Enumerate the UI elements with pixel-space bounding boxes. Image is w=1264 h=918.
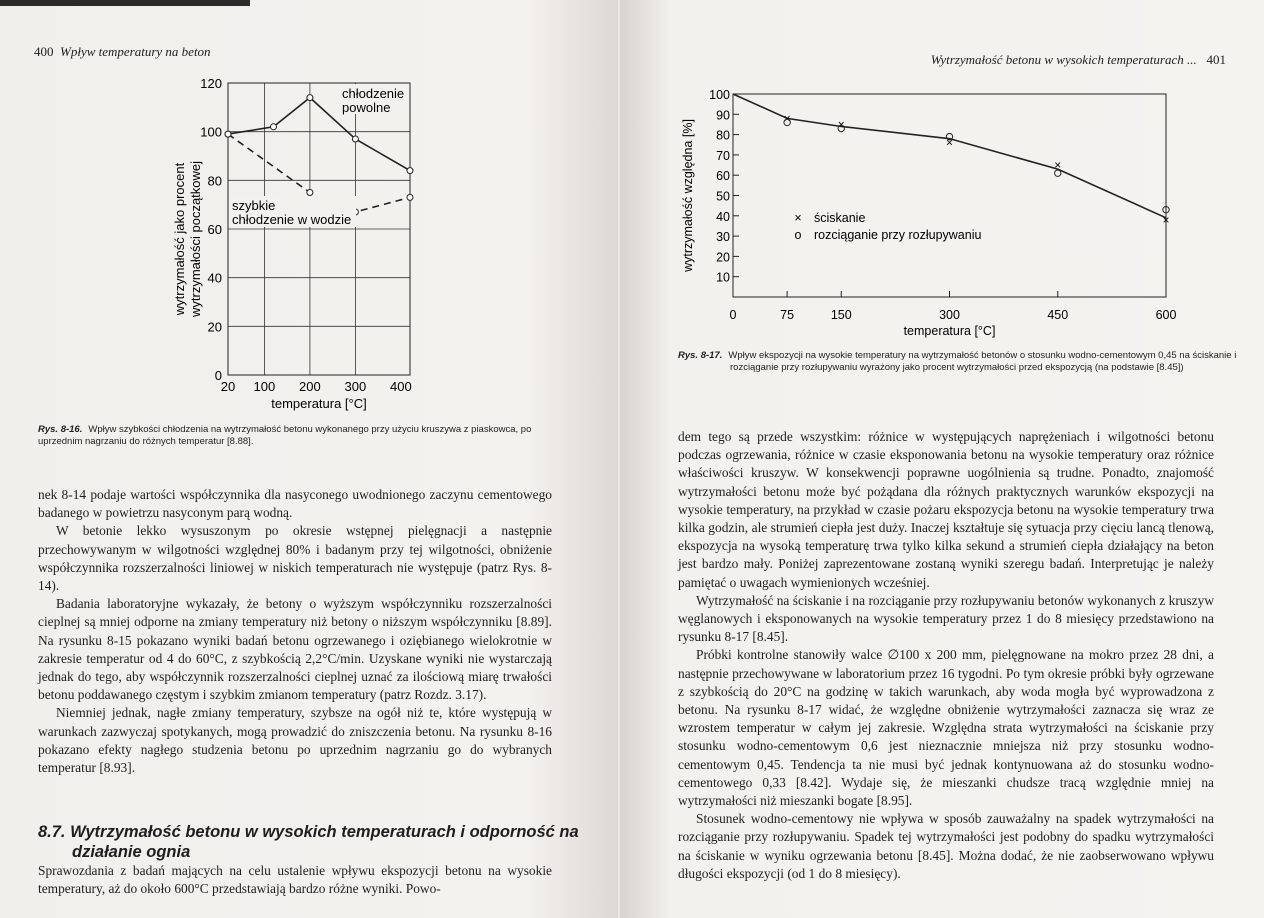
chart2-xtick-label: 0 [729,308,737,322]
figure-8-17-label: Rys. 8-17. [678,350,723,361]
chart1-series-label-slow-1: chłodzenie [342,86,405,101]
chart1-xtick-label: 400 [390,379,412,394]
chart2-ytick-label: 80 [716,128,730,143]
right-page-number: 401 [1206,52,1226,67]
chart2-ytick-label: 60 [716,169,730,184]
chart1-point [407,168,413,174]
chart2-ylabel: wytrzymałość względna [%] [681,119,695,272]
left-last-paragraph: Sprawozdania z badań mających na celu ustalenie wpływu ekspozycji betonu na wysokie temperatury, aż do około 600°C przedstawiają bardzo różne wyniki. Powo- [38,863,552,897]
left-header-title: Wpływ temperatury na beton [60,44,211,59]
chart2-ytick-label: 20 [716,250,730,265]
chart2-xtick-label: 450 [1047,308,1069,322]
chart1-ytick-label: 60 [207,222,222,237]
chart2-xtick-label: 75 [780,308,795,322]
figure-8-17-caption [678,350,1258,374]
chart1-ytick-label: 100 [200,124,222,140]
section-heading: 8.7. Wytrzymałość betonu w wysokich temperaturach i odporność na działanie ognia [38,823,579,861]
right-page [620,0,1264,918]
chart2-point-cross: × [1054,158,1062,173]
right-body-text [678,428,1214,883]
chart1-ytick-label: 40 [207,270,222,286]
chart2-ytick-label: 70 [716,148,730,163]
chart2-xlabel: temperatura [°C] [903,324,996,338]
chart2-frame [733,94,1166,297]
left-paragraph-1: nek 8-14 podaje wartości współczynnika dla nasyconego uwodnionego zaczynu cementowego badanego w powietrzu nasyconym parą wodną. [38,487,552,521]
right-paragraph-4: Stosunek wodno-cementowy nie wpływa w sposób zauważalny na spadek wytrzymałości na rozciąganie przy rozłupywaniu. Spadek tej wytrzymałości jest podobny do spadku wytrzymałości na ściskanie w wyniku ogrzewania betonu [8.45]. Można dodać, że nie zaobserwowano wpływu długości ekspozycji (od 1 do 8 miesięcy). [678,811,1214,881]
chart1-xlabel: temperatura [°C] [271,396,367,411]
chart2-trend-line [733,94,1166,218]
chart1-ytick-label: 120 [200,76,222,91]
left-body-text [38,486,552,777]
figure-8-16-chart [0,0,618,420]
left-paragraph-3: Badania laboratoryjne wykazały, że betony o wyższym współczynniku rozszerzalności cieplnej są mniej odporne na zmiany temperatury niż betony o niższym współczynniku [8.89]. Na rysunku 8-15 pokazano wyniki badań betonu ogrzewanego i oziębianego wielokrotnie w zakresie temperatur od 4 do 60°C, z szybkością 2,2°C/min. Uzyskane wyniki nie wystarczają jednak do tego, aby współczynnik rozszerzalności cieplnej uznać za ilościową miarę trwałości betonu poddawanego częstym i szybkim zmianom temperatury (patrz Rozdz. 3.17). [38,596,552,703]
chart1-ylabel-line1: wytrzymałość jako procent [172,162,187,316]
left-paragraph-4: Niemniej jednak, nagłe zmiany temperatury, szybsze na ogół niż te, które występują w warunkach zazwyczaj spotykanych, mogą prowadzić do zniszczenia betonu. Na rysunku 8-16 pokazano efekty nagłego studzenia betonu po uprzednim nagrzaniu go do wybranych temperatur [8.93]. [38,705,552,776]
chart2-point-cross: × [837,117,845,132]
left-page-number: 400 [34,44,54,59]
chart2-point-cross: × [1162,212,1170,227]
figure-8-16-caption-text: Wpływ szybkości chłodzenia na wytrzymałość betonu wykonanego przy użyciu kruszywa z piaskowca, po uprzednim nagrzaniu do różnych temperatur [8.88]. [38,424,532,447]
chart2-ytick-label: 100 [709,88,730,102]
chart1-series-label-fast-2: chłodzenie w wodzie [232,212,352,227]
chart1-xtick-label: 300 [344,379,367,394]
chart1-point [407,194,413,200]
left-paragraph-2: W betonie lekko wysuszonym po okresie wstępnej pielęgnacji a następnie przechowywanym w wilgotności względnej 80% i badanym przy tej wilgotności, obniżenie współczynnika rozszerzalności liniowej w niskich temperaturach nie występuje (patrz Rys. 8-14). [38,523,552,594]
chart2-ytick-label: 90 [716,108,730,123]
chart1-xtick-label: 20 [220,379,236,394]
left-page [0,0,618,918]
chart1-point [307,95,313,101]
chart2-ytick-label: 40 [716,209,730,224]
figure-8-16-caption [38,424,550,448]
chart1-ylabel-line2: wytrzymałości początkowej [188,160,203,318]
right-paragraph-1: dem tego są przede wszystkim: różnice w występujących naprężeniach i wilgotności betonu podczas ogrzewania, różnice w czasie eksponowania betonu na wysokie temperatury oraz różnice właściwości kruszyw. W konsekwencji poprawne uogólnienia są trudne. Ponadto, znajomość wytrzymałości betonu może być pożądana dla różnych praktycznych warunków ekspozycji na wysokie temperatury, na przykład w czasie pożaru ekspozycja betonu na wysokie temperatury trwa kilka godzin, ale strumień ciepła jest duży. Inaczej kształtuje się sytuacja przy cięciu lancą tlenową, ekspozycja na wysoką temperaturę trwa tylko kilka sekund a strumień ciepła działający na beton jest bardzo mały. Poniżej zaprezentowane zostaną wyniki szeregu badań. Interpretując je należy pamiętać o uwagach wymienionych wcześniej. [678,429,1214,590]
chart2-legend-label-splitting: rozciąganie przy rozłupywaniu [814,228,982,242]
figure-8-17-caption-text: Wpływ ekspozycji na wysokie temperatury na wytrzymałość betonów o stosunku wodno-cementowym 0,45 na ściskanie i rozciąganie przy rozłupywaniu wyrażony jako procent wytrzymałości przed ekspozycją (na podstawie [8.45]) [728,350,1237,373]
chart2-point-cross: × [945,135,954,150]
chart2-ytick-label: 30 [716,230,730,245]
right-paragraph-2: Wytrzymałość na ściskanie i na rozciąganie przy rozłupywaniu betonów wykonanych z kruszyw węglanowych i eksponowanych na wysokie temperatury przez 1 do 8 miesięcy przedstawiono na rysunku 8-17 [8.45]. [678,592,1214,645]
chart2-legend-marker-cross: × [794,211,802,225]
figure-8-17-chart [620,0,1264,345]
chart1-point [352,136,358,142]
figure-8-16-label: Rys. 8-16. [38,424,83,435]
chart1-xtick-label: 200 [299,379,321,394]
chart2-point-cross: × [783,111,791,126]
chart1-series-label-fast-1: szybkie [232,198,276,213]
chart2-xtick-label: 600 [1155,308,1177,322]
chart1-xtick-label: 100 [253,379,276,394]
chart2-xtick-label: 300 [939,308,960,322]
chart2-xtick-label: 150 [830,308,852,322]
chart2-ytick-label: 50 [716,189,730,204]
right-header-title: Wytrzymałość betonu w wysokich temperaturach ... [930,52,1197,67]
right-paragraph-3: Próbki kontrolne stanowiły walce ∅100 x 200 mm, pielęgnowane na mokro przez 28 dni, a następnie przechowywane w laboratorium przez 16 tygodni. Po tym okresie próbki były ogrzewane z szybkością do 20°C na godzinę w takich warunkach, aby woda mogła być wyprowadzona z betonu. Na rysunku 8-17 widać, że względne obniżenie wytrzymałości zaznacza się wraz ze wzrostem temperatur w całym jej zakresie. Względna strata wytrzymałości na ściskanie przy stosunku wodno-cementowym 0,6 jest nieznacznie mniejsza niż przy stosunku wodno-cementowym 0,45. Tendencja ta nie musi być jednak kontynuowana aż do stosunku wodno-cementowego 0,33 [8.42]. Wydaje się, że mieszanki chudsze tracą względnie mniej na wytrzymałości niż mieszanki bogate [8.95]. [678,647,1214,809]
chart1-ytick-label: 0 [214,368,222,383]
chart1-series-label-slow-2: powolne [342,100,391,115]
chart2-legend-marker-circle: o [794,228,802,242]
chart1-ytick-label: 80 [207,173,222,189]
chart1-point [225,131,231,137]
chart2-legend-label-compression: ściskanie [814,211,866,225]
chart1-point [271,124,277,130]
chart2-ytick-label: 10 [716,270,730,285]
chart1-ytick-label: 20 [207,319,222,335]
chart1-point [307,190,313,196]
